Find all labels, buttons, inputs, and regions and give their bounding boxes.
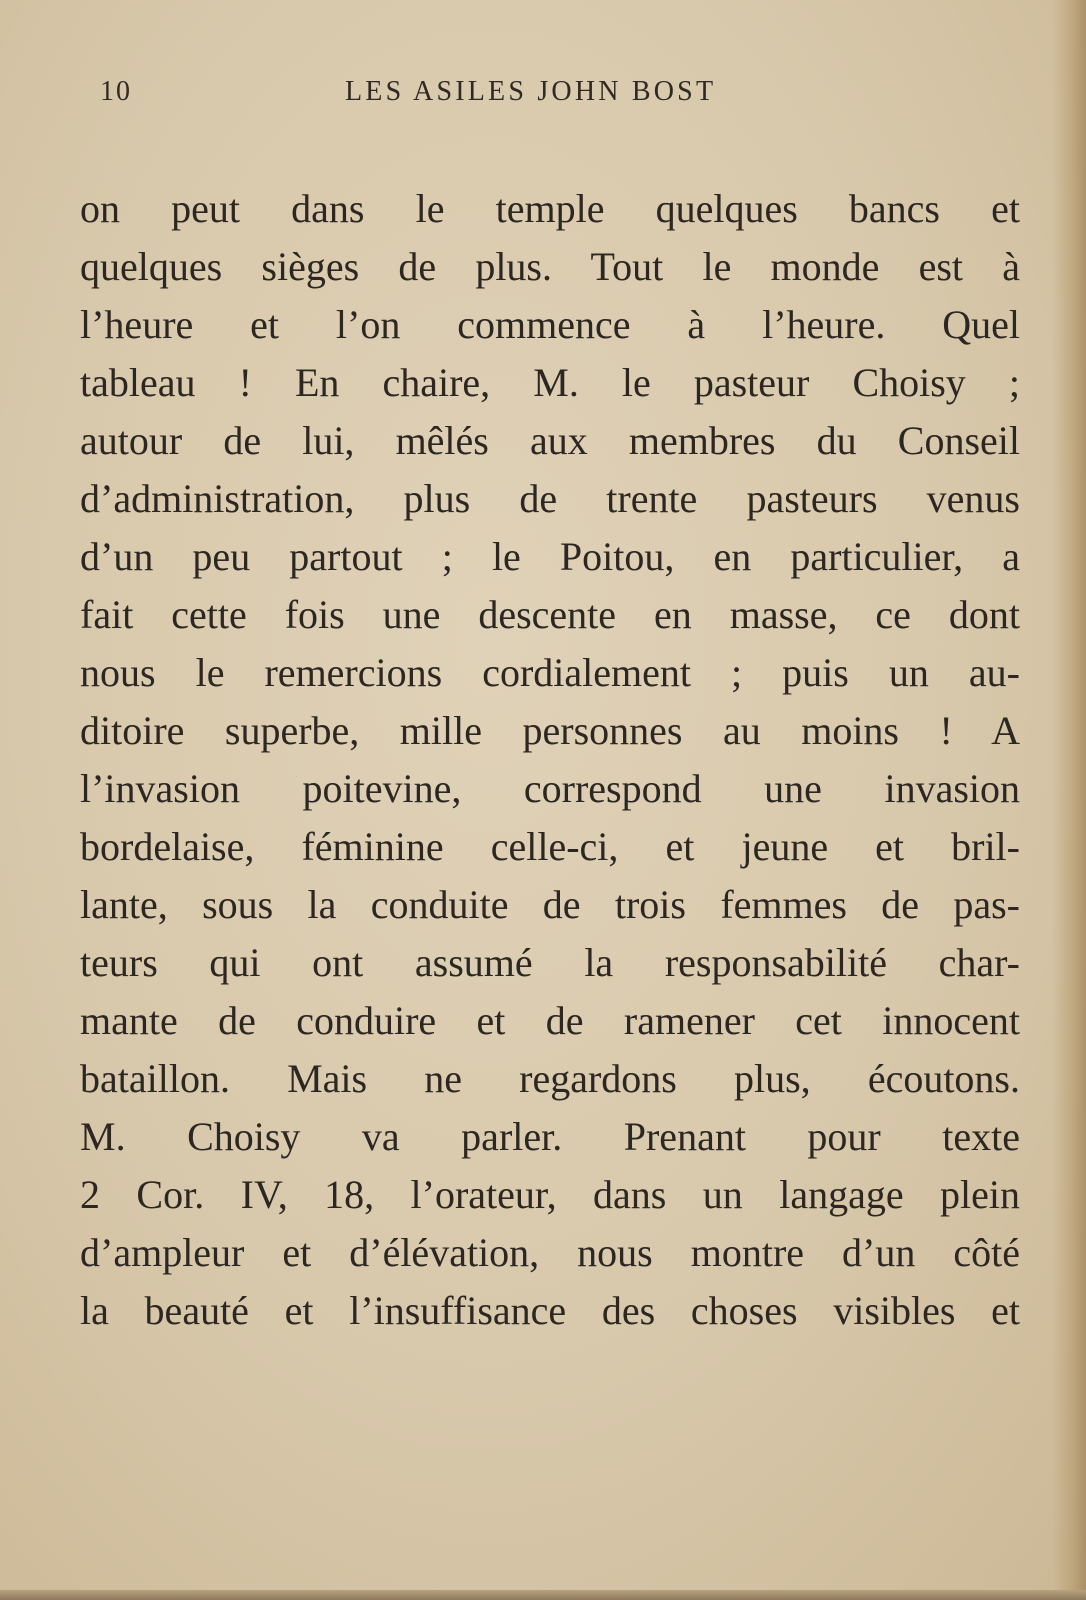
text-line: autour de lui, mêlés aux membres du Conseil bbox=[80, 418, 1020, 463]
text-line: d’un peu partout ; le Poitou, en particulier, a bbox=[80, 534, 1020, 579]
page-bottom-edge bbox=[0, 1590, 1086, 1600]
text-line: bataillon. Mais ne regardons plus, écoutons. bbox=[80, 1056, 1020, 1101]
text-line: nous le remercions cordialement ; puis un au- bbox=[80, 650, 1020, 695]
running-head: LES ASILES JOHN BOST bbox=[345, 76, 717, 107]
text-line: quelques sièges de plus. Tout le monde est à bbox=[80, 244, 1020, 289]
text-line: la beauté et l’insuffisance des choses visibles et bbox=[80, 1288, 1020, 1333]
page-number: 10 bbox=[100, 76, 132, 107]
page-edge-shadow bbox=[1052, 0, 1086, 1600]
text-line: M. Choisy va parler. Prenant pour texte bbox=[80, 1114, 1020, 1159]
text-line: 2 Cor. IV, 18, l’orateur, dans un langage plein bbox=[80, 1172, 1020, 1217]
text-line: fait cette fois une descente en masse, ce dont bbox=[80, 592, 1020, 637]
body-text bbox=[80, 180, 1020, 1340]
text-line: l’invasion poitevine, correspond une invasion bbox=[80, 766, 1020, 811]
text-line: on peut dans le temple quelques bancs et bbox=[80, 186, 1020, 231]
text-line: lante, sous la conduite de trois femmes de pas- bbox=[80, 882, 1020, 927]
text-line: bordelaise, féminine celle-ci, et jeune et bril- bbox=[80, 824, 1020, 869]
text-line: d’administration, plus de trente pasteurs venus bbox=[80, 476, 1020, 521]
text-line: teurs qui ont assumé la responsabilité char- bbox=[80, 940, 1020, 985]
text-line: tableau ! En chaire, M. le pasteur Choisy ; bbox=[80, 360, 1020, 405]
text-line: d’ampleur et d’élévation, nous montre d’un côté bbox=[80, 1230, 1020, 1275]
page-header bbox=[100, 68, 820, 118]
text-line: ditoire superbe, mille personnes au moins ! A bbox=[80, 708, 1020, 753]
text-line: mante de conduire et de ramener cet innocent bbox=[80, 998, 1020, 1043]
text-line: l’heure et l’on commence à l’heure. Quel bbox=[80, 302, 1020, 347]
